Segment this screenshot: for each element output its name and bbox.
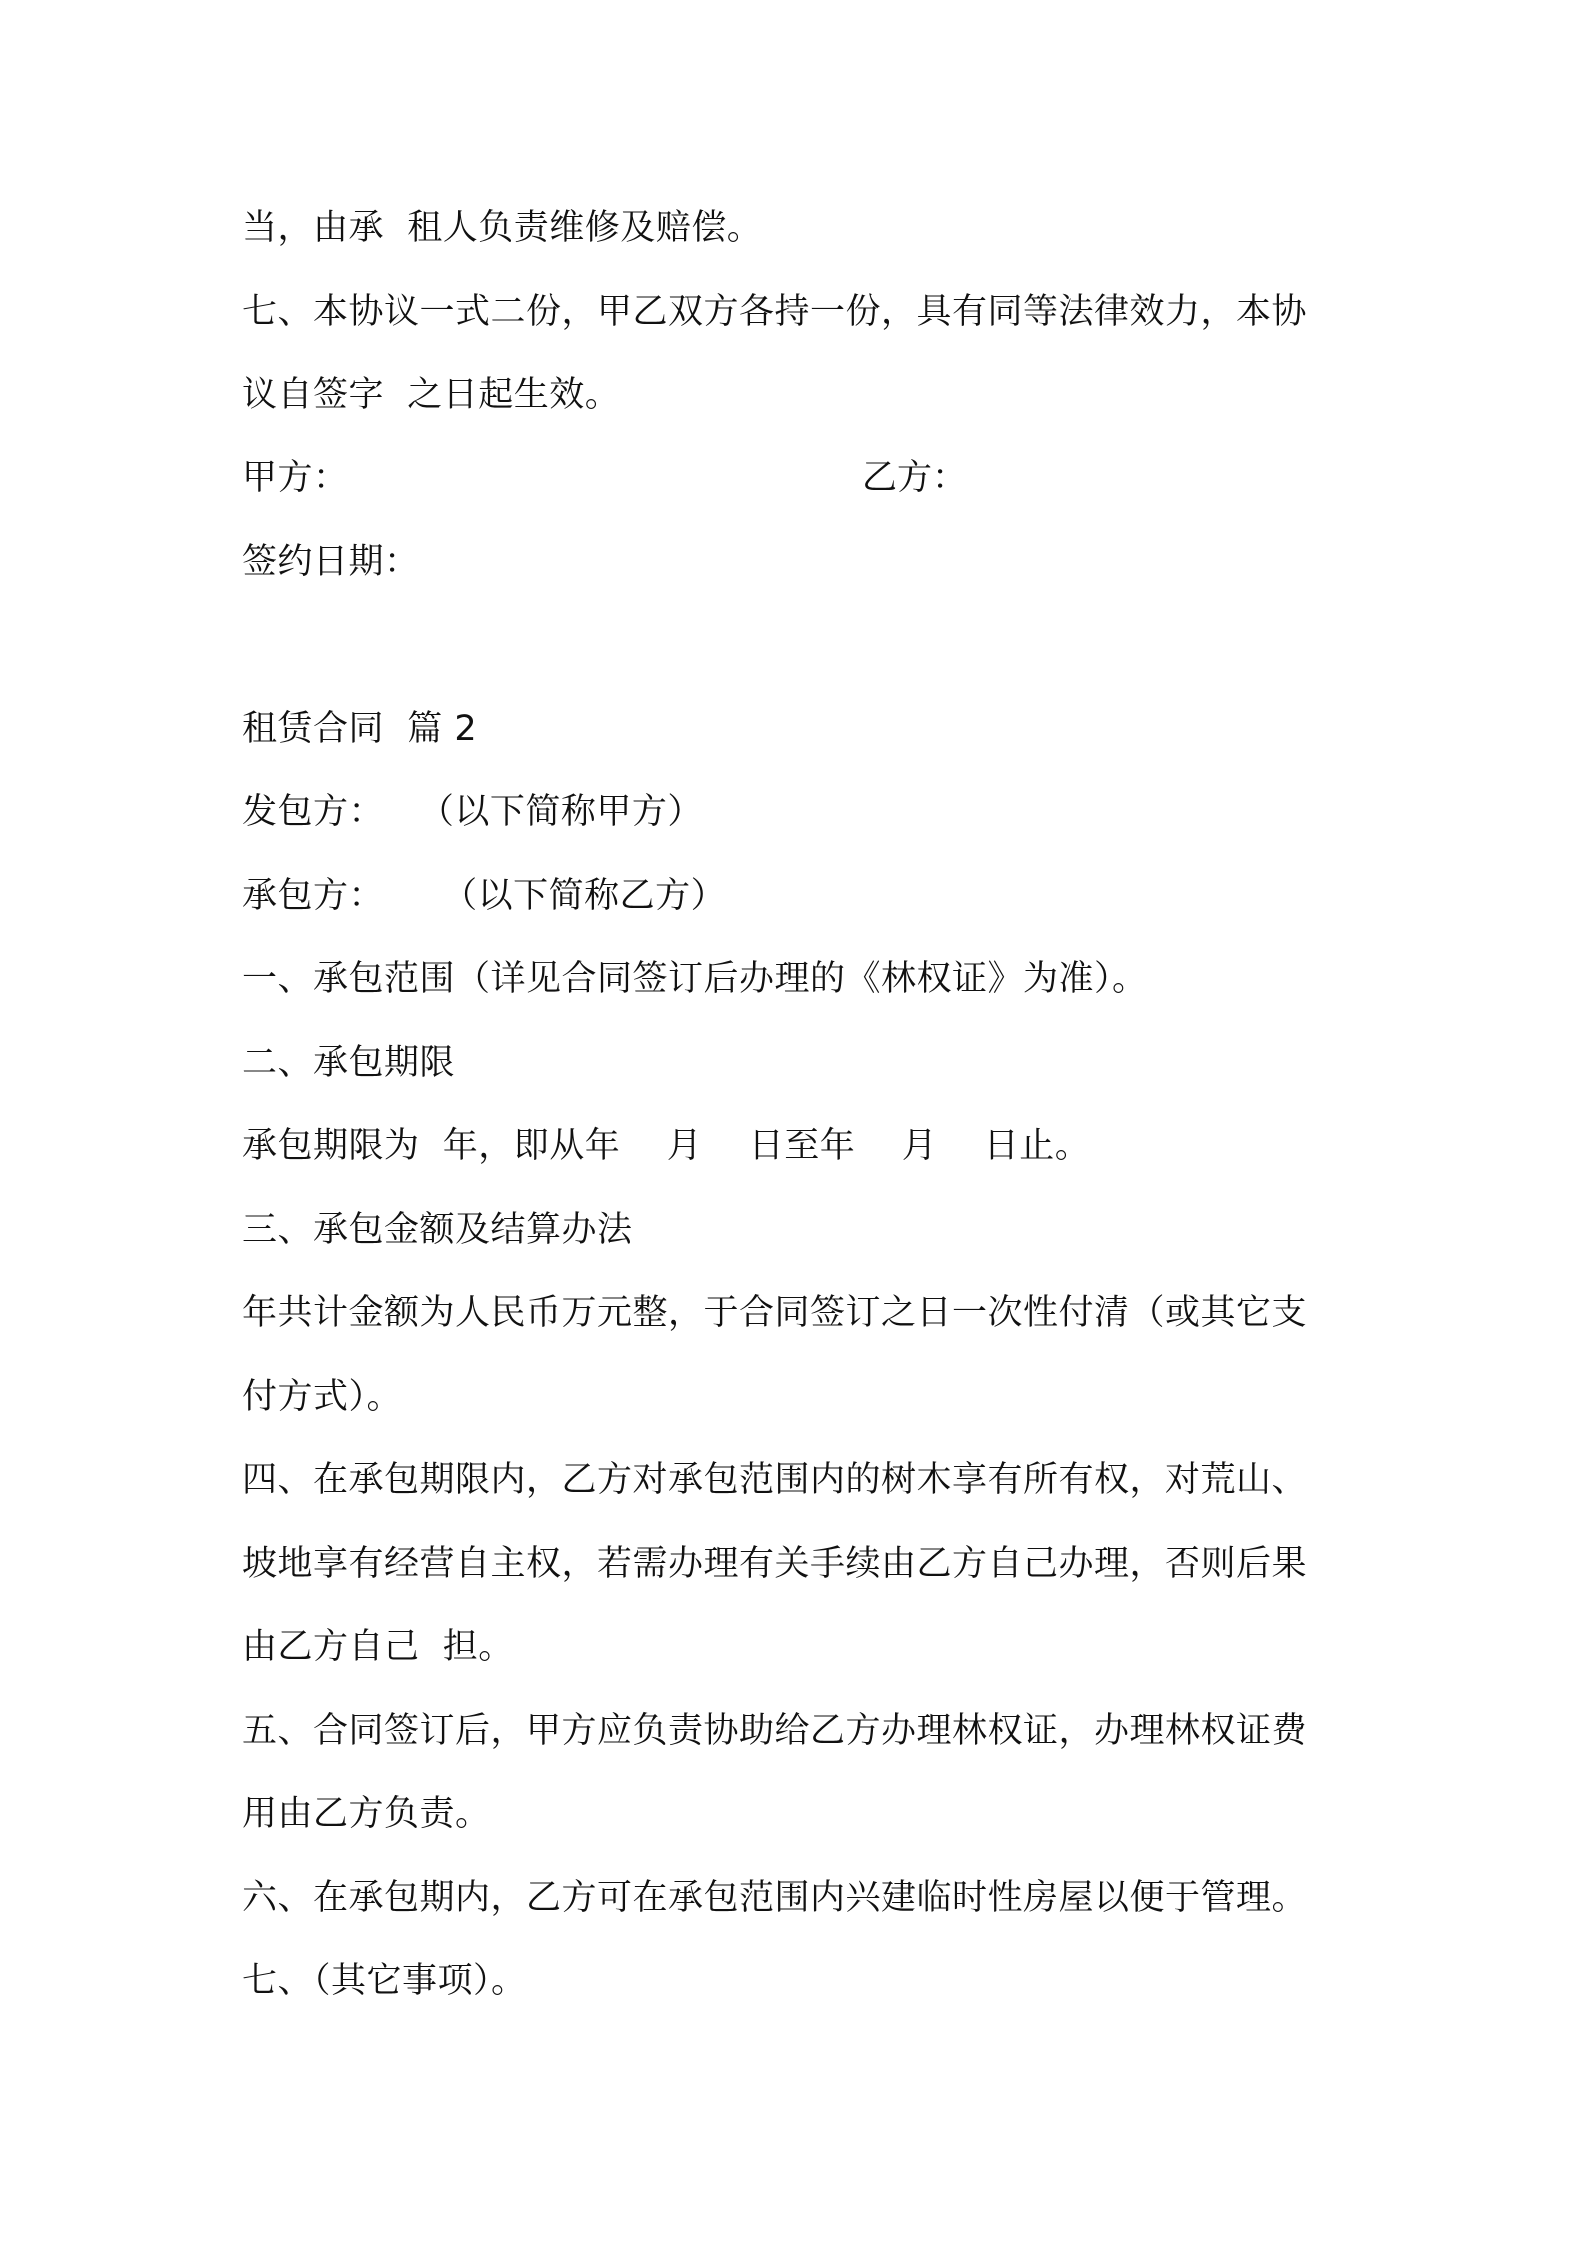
section-title: 租赁合同 篇 2 [242, 709, 478, 749]
text-line: 七、本协议一式二份，甲乙双方各持一份，具有同等法律效力，本协 [242, 292, 1308, 332]
text-line: 议自签字 之日起生效。 [242, 375, 621, 415]
text-line: 由乙方自己 担。 [242, 1627, 514, 1667]
text-line: 年共计金额为人民币万元整，于合同签订之日一次性付清（或其它支 [242, 1293, 1308, 1333]
text-line: 四、在承包期限内，乙方对承包范围内的树木享有所有权，对荒山、 [242, 1460, 1308, 1500]
text-line: 用由乙方负责。 [242, 1794, 491, 1834]
signature-party-b: 乙方： [862, 458, 968, 498]
signing-date: 签约日期： [242, 542, 420, 582]
text-line: 付方式）。 [242, 1377, 403, 1417]
signature-party-a: 甲方： [242, 458, 349, 498]
text-line: 发包方： （以下简称甲方） [242, 792, 703, 832]
text-line: 三、承包金额及结算办法 [242, 1210, 633, 1250]
text-line: 五、合同签订后，甲方应负责协助给乙方办理林权证，办理林权证费 [242, 1711, 1308, 1751]
text-line: 七、（其它事项）。 [242, 1961, 527, 2001]
text-line: 坡地享有经营自主权，若需办理有关手续由乙方自己办理，否则后果 [242, 1544, 1308, 1584]
text-line: 六、在承包期内，乙方可在承包范围内兴建临时性房屋以便于管理。 [242, 1878, 1308, 1918]
text-line: 承包期限为 年，即从年 月 日至年 月 日止。 [242, 1126, 1091, 1166]
text-line: 承包方： （以下简称乙方） [242, 876, 727, 916]
text-line: 当，由承 租人负责维修及赔偿。 [242, 208, 763, 248]
text-line: 一、承包范围（详见合同签订后办理的《林权证》为准）。 [242, 959, 1148, 999]
text-line: 二、承包期限 [242, 1043, 456, 1083]
